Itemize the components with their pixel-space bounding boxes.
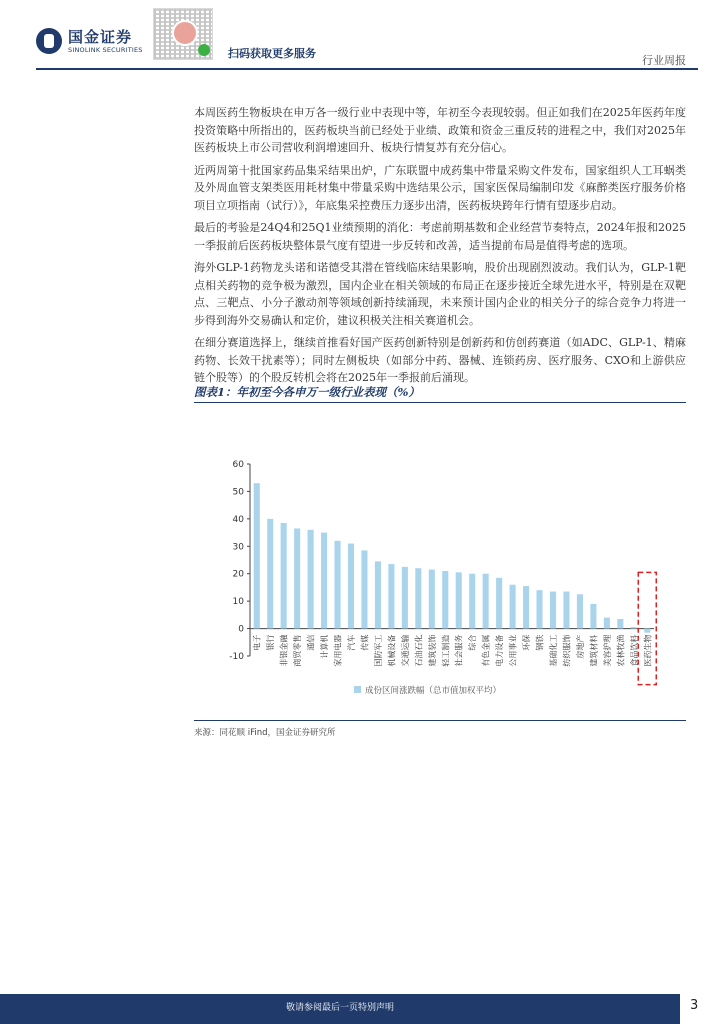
figure-bottom-rule <box>194 720 686 721</box>
x-tick-label: 轻工制造 <box>441 634 451 667</box>
y-tick-label: 40 <box>232 514 244 525</box>
legend-swatch <box>354 686 361 693</box>
bar <box>375 561 381 628</box>
bar <box>469 574 475 629</box>
x-tick-label: 房地产 <box>575 634 585 659</box>
x-tick-label: 传媒 <box>360 634 370 651</box>
bar <box>523 586 529 629</box>
x-tick-label: 环保 <box>522 634 532 651</box>
bar <box>267 519 273 629</box>
logo-mark-icon <box>36 28 62 54</box>
bar <box>537 590 543 628</box>
bar <box>631 627 637 628</box>
bar <box>415 568 421 628</box>
x-tick-label: 农林牧渔 <box>616 634 626 667</box>
x-tick-label: 汽车 <box>347 634 356 651</box>
x-tick-label: 电子 <box>252 634 262 651</box>
bar <box>348 544 354 629</box>
paragraph: 最后的考验是24Q4和25Q1业绩预期的消化：考虑前期基数和企业经营节奏特点，2024年报和2025一季报前后医药板块整体景气度有望进一步反转和改善，适当提前布局是值得考虑的选项。 <box>194 221 686 252</box>
bar <box>402 567 408 629</box>
y-tick-label: 0 <box>238 624 244 635</box>
x-tick-label: 建筑材料 <box>589 634 599 667</box>
industry-performance-chart <box>194 404 686 718</box>
x-tick-label: 钢铁 <box>535 634 545 651</box>
header-divider <box>36 68 698 70</box>
y-tick-label: 30 <box>232 542 244 553</box>
bar <box>281 523 287 629</box>
y-tick-label: 60 <box>232 460 244 470</box>
y-tick-label: 50 <box>232 487 244 498</box>
paragraph: 海外GLP-1药物龙头诺和诺德受其潜在管线临床结果影响，股价出现剧烈波动。我们认为，GLP-1靶点相关药物的竞争极为激烈，国内企业在相关领域的布局正在逐步接近全球先进水平，特别是在双靶点、三靶点、小分子激动剂等领域创新持续涌现，未来预计国内企业的相关分子的综合竞争力将进一步得到海外交易确认和定价，建议积极关注相关赛道机会。 <box>194 261 686 327</box>
footer-disclaimer: 敬请参阅最后一页特别声明 <box>285 1003 394 1013</box>
figure-title: 图表1：年初至今各申万一级行业表现（%） <box>194 385 420 399</box>
bar <box>361 550 367 628</box>
y-tick-label: -10 <box>229 652 244 662</box>
bar <box>604 618 610 629</box>
x-tick-label: 建筑装饰 <box>427 634 437 667</box>
paragraph: 本周医药生物板块在申万各一级行业中表现中等，年初至今表现较弱。但正如我们在2025年医药年度投资策略中所指出的，医药板块当前已经处于业绩、政策和资金三重反转的进程之中，我们对2025年医药板块上市公司营收利润增速回升、板块行情复苏有充分信心。 <box>194 106 686 154</box>
bar <box>456 572 462 628</box>
logo-chinese-name: 国金证券 <box>68 28 133 46</box>
paragraph: 在细分赛道选择上，继续首推看好国产医药创新特别是创新药和仿创药赛道（如ADC、GLP-1、精麻药物、长效干扰素等）；同时左侧板块（如部分中药、器械、连锁药房、医疗服务、CXO和上游供应链个股等）的个股反转机会将在2025年一季报前后涌现。 <box>194 336 686 384</box>
logo-english-name: SINOLINK SECURITIES <box>68 46 143 54</box>
bar <box>442 571 448 629</box>
x-tick-label: 社会服务 <box>454 634 464 667</box>
company-logo <box>36 26 156 58</box>
bar <box>335 541 341 629</box>
bar <box>483 574 489 629</box>
legend-label: 成份区间涨跌幅（总市值加权平均） <box>365 686 502 696</box>
bar <box>563 592 569 629</box>
body-text <box>194 104 686 392</box>
bar <box>294 528 300 628</box>
bar <box>429 570 435 629</box>
x-tick-label: 美容护理 <box>602 634 612 667</box>
figure-top-rule <box>194 402 686 403</box>
wechat-badge-icon <box>198 44 210 56</box>
y-tick-label: 10 <box>232 597 244 608</box>
x-tick-label: 食品饮料 <box>629 634 639 667</box>
bar <box>308 530 314 629</box>
x-tick-label: 纺织服饰 <box>562 634 572 667</box>
x-tick-label: 石油石化 <box>414 634 424 667</box>
x-tick-label: 计算机 <box>320 634 330 659</box>
x-tick-label: 有色金属 <box>481 634 491 667</box>
bar <box>510 585 516 629</box>
page-number: 3 <box>690 998 699 1013</box>
bar <box>388 564 394 628</box>
paragraph: 近两周第十批国家药品集采结果出炉，广东联盟中成药集中带量采购文件发布，国家组织人工耳蜗类及外周血管支架类医用耗材集中带量采购中选结果公示，国家医保局编制印发《麻醉类医疗服务价格项目立项指南（试行）》，年底集采控费压力逐步出清，医药板块跨年行情有望逐步启动。 <box>194 163 686 212</box>
bar <box>254 483 260 628</box>
bar <box>496 578 502 629</box>
x-tick-label: 基础化工 <box>549 634 558 667</box>
x-tick-label: 交通运输 <box>400 634 410 667</box>
bar <box>590 604 596 629</box>
x-tick-label: 机械设备 <box>387 634 397 667</box>
bar <box>617 619 623 629</box>
bar <box>577 594 583 628</box>
x-tick-label: 公用事业 <box>508 634 518 667</box>
figure-source: 来源：同花顺 iFind，国金证券研究所 <box>194 728 336 738</box>
x-tick-label: 通信 <box>306 634 316 651</box>
page-header <box>0 0 724 70</box>
qr-center-logo-icon <box>172 20 198 46</box>
scan-prompt: 扫码获取更多服务 <box>228 47 316 60</box>
x-tick-label: 家用电器 <box>333 634 343 667</box>
x-tick-label: 医药生物 <box>643 634 653 667</box>
x-tick-label: 商贸零售 <box>293 634 303 667</box>
bar <box>550 592 556 629</box>
x-tick-label: 综合 <box>468 634 478 651</box>
x-tick-label: 国防军工 <box>373 634 383 667</box>
y-tick-label: 20 <box>232 569 244 580</box>
report-type: 行业周报 <box>642 54 686 67</box>
x-tick-label: 非银金融 <box>279 634 289 667</box>
x-tick-label: 电力设备 <box>495 634 505 667</box>
bar <box>321 533 327 629</box>
x-tick-label: 银行 <box>266 634 276 651</box>
bar <box>644 629 650 633</box>
